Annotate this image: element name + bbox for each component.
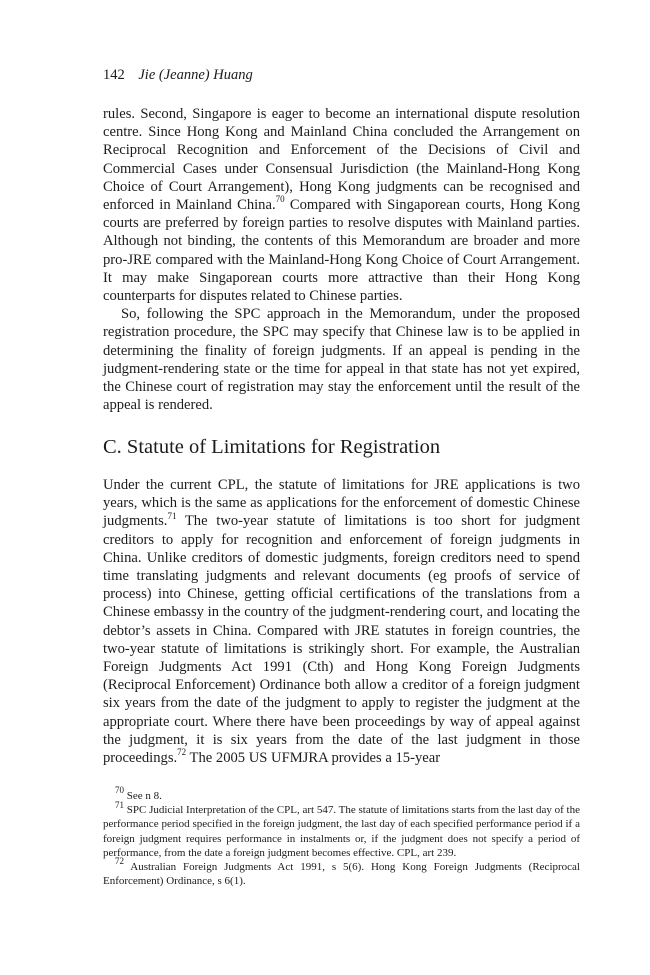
paragraph-2: So, following the SPC approach in the Memorandum, under the proposed registration procedure, the SPC may specify that Chinese law is to be applied in determining the finality of foreign judgments. If an appeal is pending in the judgment-rendering state or the time for appeal in that state has not yet expired, the Chinese court of registration may stay the enforcement until the result of the appeal is rendered.: [103, 306, 580, 414]
footnote-text: See n 8.: [126, 790, 162, 802]
footnote-text: Australian Foreign Judgments Act 1991, s 5(6). Hong Kong Foreign Judgments (Reciprocal Enforcement) Ordinance, s 6(1).: [103, 861, 580, 888]
section-body-1: [103, 105, 580, 414]
footnote-mark: 70: [115, 785, 124, 796]
footnote-text: SPC Judicial Interpretation of the CPL, art 547. The statute of limitations starts from the last day of the performance period specified in the foreign judgment, the last day of each specified performance period if a foreign judgment requires performance in instalments or, if the judgment does not specify a period of performance, from the date a foreign judgment becomes effective. CPL, art 239.: [103, 804, 580, 859]
footnote-ref-70[interactable]: 70: [275, 194, 285, 205]
footnote-mark: 72: [115, 856, 124, 867]
footnote-70: [103, 785, 580, 803]
paragraph-text: The 2005 US UFMJRA provides a 15-year: [186, 750, 441, 767]
paragraph-text: Under the current CPL, the statute of limitations for JRE applications is two years, which is the same as applications for the enforcement of domestic Chinese judgments.: [103, 477, 580, 530]
footnote-ref-71[interactable]: 71: [167, 510, 177, 521]
footnote-mark: 71: [115, 799, 124, 810]
footnote-ref-72[interactable]: 72: [177, 747, 187, 758]
paragraph-text: The two-year statute of limitations is too short for judgment creditors to apply for recognition and enforcement of foreign judgments in China. Unlike creditors of domestic judgments, foreign creditors need to spend time translating judgments and relevant documents (eg proofs of service of process) into Chinese, getting official certifications of the translations from a Chinese embassy in the country of the judgment-rendering court, and locating the debtor’s assets in China. Compared with JRE statutes in foreign countries, the two-year statute of limitations is strikingly short. For example, the Australian Foreign Judgments Act 1991 (Cth) and Hong Kong Foreign Judgments (Reciprocal Enforcement) Ordinance both allow a creditor of a foreign judgment six years from the date of the judgment to apply to register the judgment at the appropriate court. Where there have been proceedings by way of appeal against the judgment, it is six years from the date of the last judgment in those proceedings.: [103, 513, 580, 767]
section-body-2: [103, 476, 580, 767]
running-author: Jie (Jeanne) Huang: [138, 67, 253, 83]
paragraph-text: rules. Second, Singapore is eager to become an international dispute resolution centre. Since Hong Kong and Mainland China concluded the Arrangement on Reciprocal Recognition and Enforcement of the Decisions of Civil and Commercial Cases under Consensual Jurisdiction (the Mainland-Hong Kong Choice of Court Arrangement), Hong Kong judgments can be recognised and enforced in Mainland China.: [103, 106, 580, 214]
paragraph-text: Compared with Singaporean courts, Hong Kong courts are preferred by foreign parties to resolve disputes with Mainland parties. Although not binding, the contents of this Memorandum are broader and more pro-JRE compared with the Mainland-Hong Kong Choice of Court Arrangement. It may make Singaporean courts more attractive than their Hong Kong counterparts for disputes related to Chinese parties.: [103, 197, 581, 305]
paragraph-1: [103, 105, 580, 305]
footnote-72: [103, 856, 580, 888]
footnotes: [103, 785, 580, 888]
footnote-71: [103, 799, 580, 860]
section-heading: C. Statute of Limitations for Registration: [103, 436, 441, 458]
paragraph-3: [103, 476, 580, 767]
page-number: 142: [103, 67, 125, 83]
running-header: [103, 67, 253, 84]
